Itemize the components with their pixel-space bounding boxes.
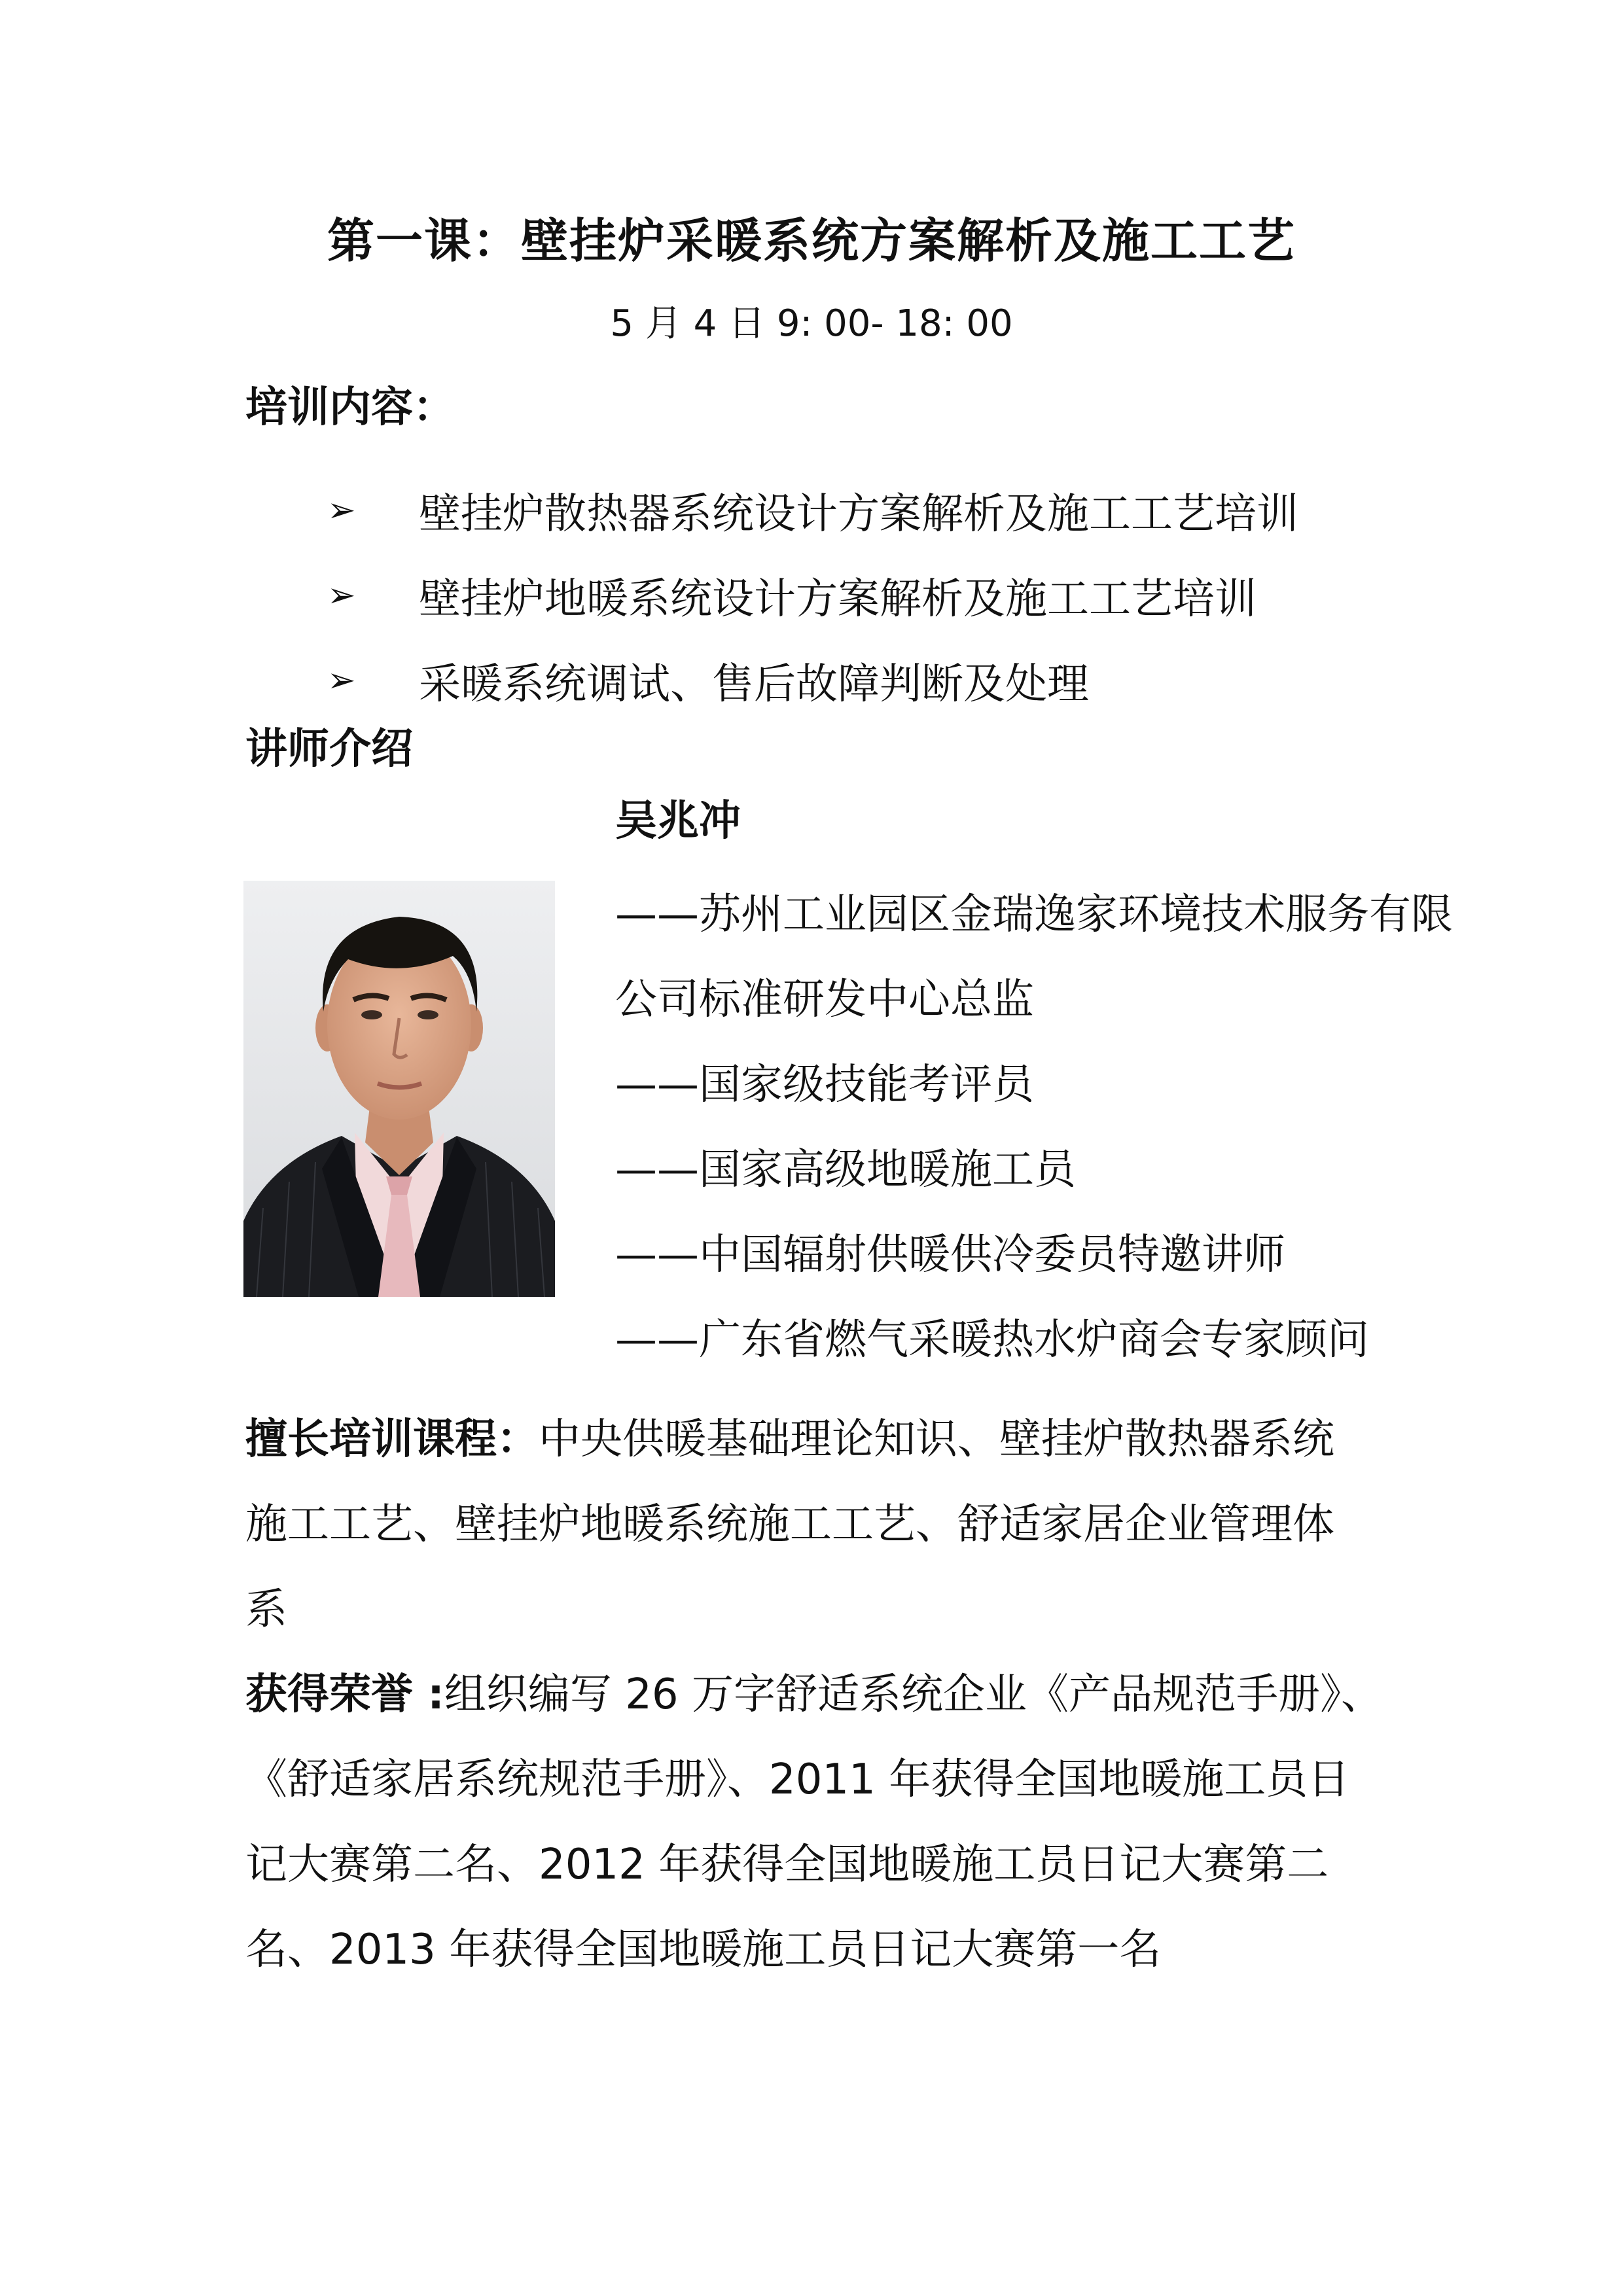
courses-label: 擅长培训课程：	[245, 1415, 539, 1464]
course-datetime: 5 月 4 日 9: 00- 18: 00	[610, 302, 1013, 345]
honors-line	[245, 1652, 1397, 1737]
lecturer-info	[615, 788, 1544, 1383]
honors-paragraph	[245, 1652, 1397, 1992]
honors-line: 《舒适家居系统规范手册》、2011 年获得全国地暖施工员日	[245, 1756, 1350, 1804]
honors-label: 获得荣誉 :	[245, 1670, 444, 1719]
arrow-bullet-icon: ➢	[327, 491, 356, 530]
credential-line: ——苏州工业园区金瑞逸家环境技术服务有限	[615, 891, 1453, 939]
arrow-bullet-icon: ➢	[327, 661, 356, 700]
credential-line: ——中国辐射供暖供冷委员特邀讲师	[615, 1231, 1285, 1279]
lecturer-heading: 讲师介绍	[245, 725, 413, 773]
courses-line: 施工工艺、壁挂炉地暖系统施工工艺、舒适家居企业管理体	[245, 1500, 1334, 1549]
page-title: 第一课：壁挂炉采暖系统方案解析及施工工艺	[327, 213, 1296, 268]
courses-line: 系	[245, 1585, 287, 1634]
courses-line	[245, 1397, 1397, 1482]
training-list	[327, 468, 1298, 723]
list-item	[327, 468, 1298, 553]
courses-paragraph	[245, 1397, 1397, 1652]
credential-line: ——国家级技能考评员	[615, 1061, 1034, 1109]
training-heading: 培训内容：	[245, 383, 455, 432]
credential-line: 公司标准研发中心总监	[615, 976, 1034, 1024]
training-item-text: 采暖系统调试、售后故障判断及处理	[419, 660, 1089, 709]
honors-line: 记大赛第二名、2012 年获得全国地暖施工员日记大赛第二	[245, 1841, 1329, 1889]
lecturer-photo	[243, 881, 555, 1297]
arrow-bullet-icon: ➢	[327, 576, 356, 615]
training-item-text: 壁挂炉散热器系统设计方案解析及施工工艺培训	[419, 490, 1298, 539]
courses-text: 中央供暖基础理论知识、壁挂炉散热器系统	[539, 1415, 1334, 1464]
credential-line: ——国家高级地暖施工员	[615, 1146, 1076, 1194]
lecturer-name: 吴兆冲	[615, 797, 741, 845]
training-item-text: 壁挂炉地暖系统设计方案解析及施工工艺培训	[419, 575, 1257, 624]
list-item	[327, 638, 1298, 723]
honors-line: 名、2013 年获得全国地暖施工员日记大赛第一名	[245, 1926, 1162, 1974]
honors-text: 组织编写 26 万字舒适系统企业《产品规范手册》、	[444, 1670, 1383, 1719]
list-item	[327, 553, 1298, 638]
credential-line: ——广东省燃气采暖热水炉商会专家顾问	[615, 1316, 1369, 1364]
